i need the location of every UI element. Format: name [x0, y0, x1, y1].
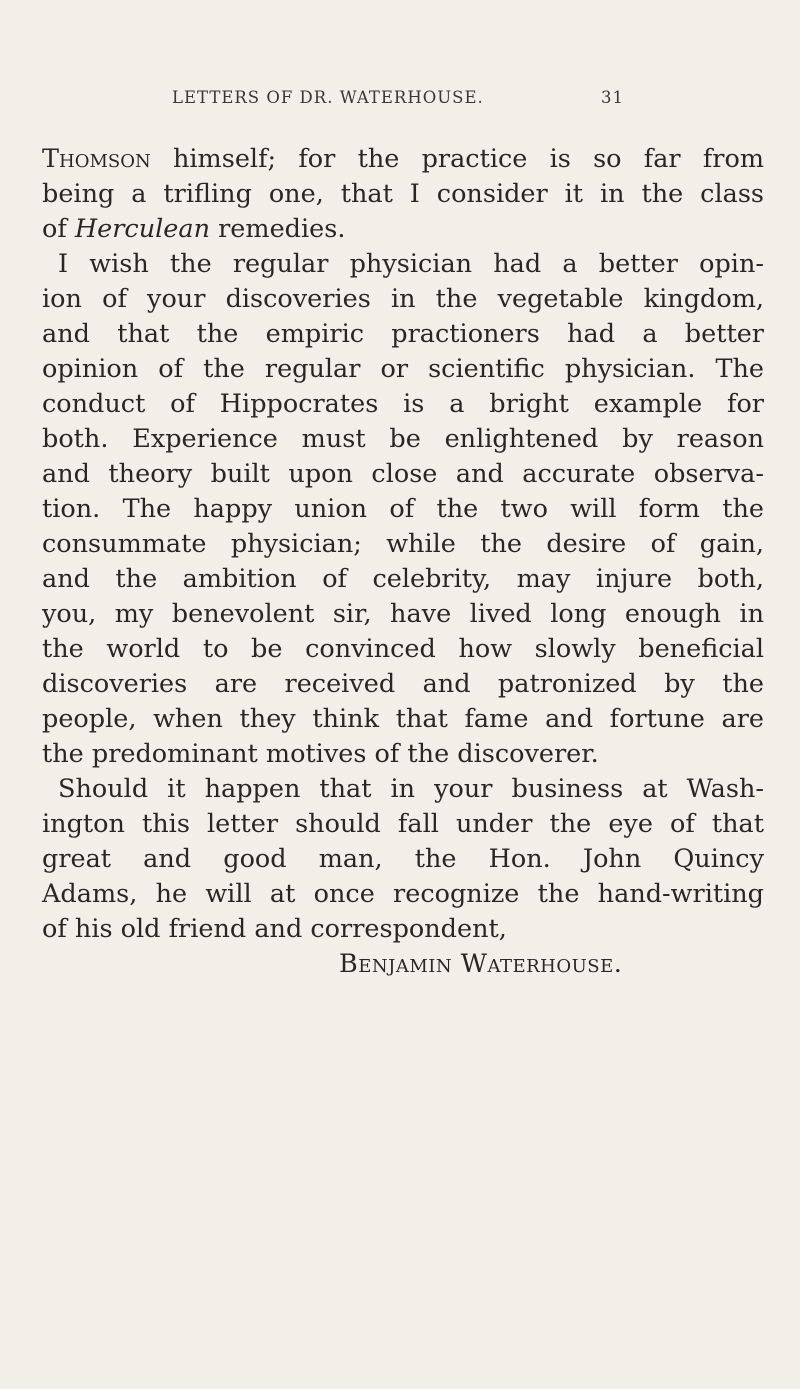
text-line: both. Experience must be enlightened by reason: [42, 424, 764, 454]
italic-herculean: Herculean: [74, 214, 211, 244]
text-line: and theory built upon close and accurate observa-: [42, 459, 764, 489]
text-line: the world to be convinced how slowly beneficial: [42, 634, 764, 664]
text-line: ion of your discoveries in the vegetable kingdom,: [42, 284, 764, 314]
line-text: of: [42, 214, 75, 244]
running-header: [172, 88, 624, 114]
line-text: remedies.: [210, 214, 346, 244]
text-line: the predominant motives of the discoverer.: [42, 739, 599, 769]
text-line: and the ambition of celebrity, may injure both,: [42, 564, 764, 594]
text-line: tion. The happy union of the two will form the: [42, 494, 764, 524]
text-line: discoveries are received and patronized by the: [42, 669, 764, 699]
text-line: and that the empiric practioners had a better: [42, 319, 764, 349]
text-line: Should it happen that in your business at Wash-: [58, 774, 764, 804]
text-line: of his old friend and correspondent,: [42, 914, 507, 944]
text-line: I wish the regular physician had a better opin-: [58, 249, 764, 279]
signature: Benjamin Waterhouse.: [339, 949, 623, 979]
text-line: consummate physician; while the desire of gain,: [42, 529, 764, 559]
page-number: 31: [601, 88, 624, 107]
text-line: [42, 142, 764, 176]
text-line: people, when they think that fame and fortune are: [42, 704, 764, 734]
line-text: himself; for the practice is so far from: [150, 144, 764, 174]
text-line: being a trifling one, that I consider it in the class: [42, 179, 764, 209]
name-thomson: Thomson: [42, 144, 151, 174]
text-line: Adams, he will at once recognize the hand-writing: [42, 879, 764, 909]
text-line: conduct of Hippocrates is a bright example for: [42, 389, 764, 419]
text-line: [42, 212, 764, 246]
text-line: ington this letter should fall under the eye of that: [42, 809, 764, 839]
text-line: opinion of the regular or scientific physician. The: [42, 354, 764, 384]
text-line: great and good man, the Hon. John Quincy: [42, 844, 764, 874]
text-line: you, my benevolent sir, have lived long enough in: [42, 599, 764, 629]
running-head-title: LETTERS OF DR. WATERHOUSE.: [172, 88, 484, 107]
